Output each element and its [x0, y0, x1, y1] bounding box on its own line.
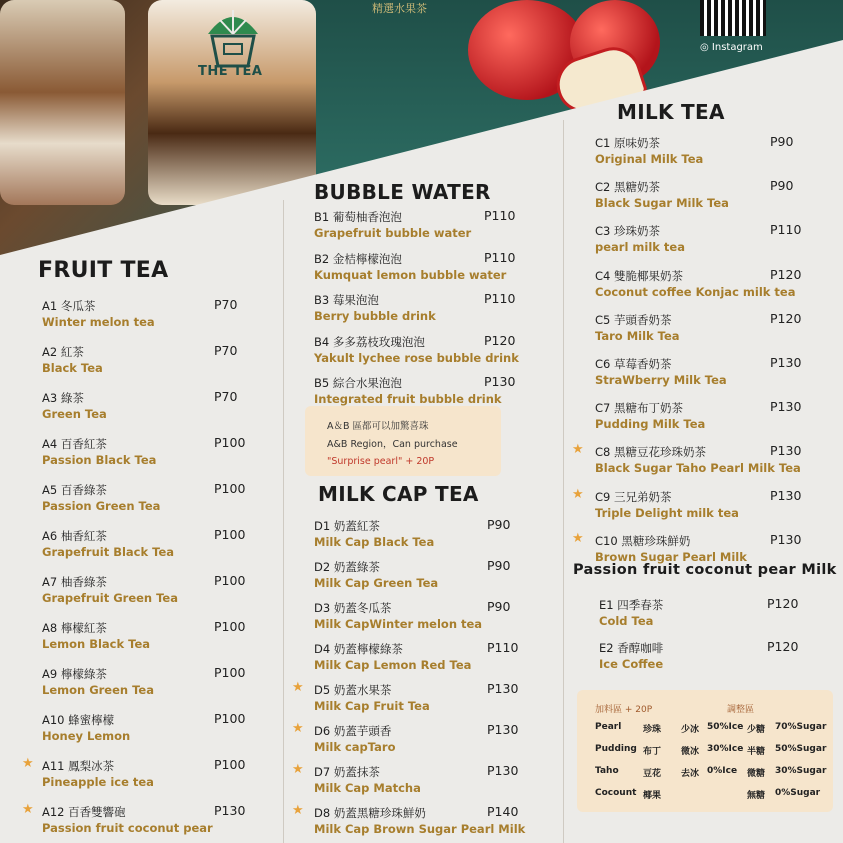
menu-item-name-en: Taro Milk Tea: [595, 328, 680, 343]
sugar-level-value: 50%Sugar: [775, 744, 827, 754]
menu-item-name-cn: A1 冬瓜茶: [42, 299, 96, 313]
column-divider: [283, 200, 284, 843]
menu-item-name-en: Coconut coffee Konjac milk tea: [595, 284, 796, 299]
menu-item-price: P140: [487, 804, 519, 819]
menu-item-name-en: Pineapple ice tea: [42, 775, 154, 789]
menu-item-price: P130: [487, 763, 519, 778]
menu-item: [42, 390, 107, 421]
qr-code-icon[interactable]: [700, 0, 766, 36]
addon-item-en: Cocount: [595, 788, 637, 798]
menu-item-price: P100: [214, 619, 246, 634]
menu-item-price: P110: [487, 640, 519, 655]
menu-item-price: P90: [487, 517, 511, 532]
menu-item-name-cn: A12 百香雙響砲: [42, 805, 126, 819]
menu-item: [314, 641, 471, 672]
menu-item: [595, 533, 747, 564]
menu-item-price: P100: [214, 757, 246, 772]
ice-level-cn: 微冰: [681, 747, 700, 757]
header-tagline: 精選水果茶: [372, 2, 427, 15]
addon-item-cn: 豆花: [643, 769, 662, 779]
section-title-fruit-tea: FRUIT TEA: [38, 258, 169, 283]
menu-item-price: P130: [487, 722, 519, 737]
section-title-milk-cap-tea: MILK CAP TEA: [318, 482, 479, 506]
star-icon: ★: [292, 762, 304, 777]
menu-item-price: P90: [487, 558, 511, 573]
menu-item-price: P130: [770, 531, 802, 547]
ice-level-cn: 少冰: [681, 725, 700, 735]
menu-item-price: P70: [214, 343, 238, 358]
star-icon: ★: [572, 530, 584, 546]
menu-item-name-cn: D2 奶蓋綠茶: [314, 560, 380, 574]
menu-item-price: P120: [767, 639, 799, 654]
menu-item-price: P130: [770, 443, 802, 459]
menu-item-price: P130: [487, 681, 519, 696]
menu-item: [595, 268, 795, 299]
surprise-pearl-note: [305, 406, 501, 476]
menu-item-name-cn: D5 奶蓋水果茶: [314, 683, 392, 697]
menu-item-name-cn: D8 奶蓋黑糖珍珠鮮奶: [314, 806, 426, 820]
menu-item-name-en: Milk Cap Brown Sugar Pearl Milk: [314, 822, 526, 836]
addon-panel: [577, 690, 833, 812]
menu-item-name-en: Cold Tea: [599, 614, 654, 628]
menu-item-price: P120: [770, 266, 802, 282]
menu-item-name-cn: D1 奶蓋紅茶: [314, 519, 380, 533]
menu-item-name-cn: C1 原味奶茶: [595, 136, 661, 150]
menu-item-name-cn: B2 金桔檸檬泡泡: [314, 251, 402, 266]
sugar-level-value: 70%Sugar: [775, 722, 827, 732]
menu-item-name-en: Milk CapWinter melon tea: [314, 617, 483, 631]
ice-level-value: 30%Ice: [707, 744, 744, 754]
menu-item-name-cn: A7 柚香綠茶: [42, 575, 107, 589]
menu-item-name-en: Black Sugar Taho Pearl Milk Tea: [595, 461, 801, 476]
menu-item-name-cn: B3 莓果泡泡: [314, 293, 379, 307]
menu-item-price: P70: [214, 297, 238, 312]
menu-item-price: P70: [214, 389, 238, 404]
menu-item-name-en: Pudding Milk Tea: [595, 417, 706, 432]
menu-item: [42, 528, 174, 559]
menu-item: [595, 356, 727, 387]
menu-item-name-cn: B4 多多荔枝玫瑰泡泡: [314, 334, 425, 349]
star-icon: ★: [292, 721, 304, 736]
addon-item-en: Pearl: [595, 722, 622, 732]
menu-item-name-en: Winter melon tea: [42, 315, 155, 329]
menu-item-name-cn: C7 黑糖布丁奶茶: [595, 401, 684, 416]
adjust-header: 調整區: [727, 705, 755, 715]
sugar-level-cn: 無糖: [747, 791, 766, 801]
menu-item-price: P120: [767, 596, 799, 611]
section-title-milk-tea: MILK TEA: [617, 100, 725, 124]
menu-item-name-en: Milk Cap Green Tea: [314, 576, 439, 590]
menu-item-name-cn: C2 黑糖奶茶: [595, 180, 661, 195]
menu-item-name-cn: C4 雙脆椰果奶茶: [595, 268, 684, 283]
menu-item: [595, 179, 729, 210]
sugar-level-cn: 半糖: [747, 747, 766, 757]
menu-item: [314, 600, 482, 631]
menu-item-name-cn: A3 綠茶: [42, 391, 84, 405]
menu-item-price: P110: [770, 222, 802, 238]
menu-item: [595, 312, 680, 343]
menu-item-name-en: Passion Green Tea: [42, 499, 161, 513]
menu-item: [42, 574, 178, 605]
note-highlight: "Surprise pearl" + 20P: [327, 456, 435, 467]
sugar-level-cn: 微糖: [747, 769, 766, 779]
menu-item: [42, 666, 154, 697]
menu-item-name-en: Integrated fruit bubble drink: [314, 392, 502, 406]
instagram-label[interactable]: ◎ Instagram: [700, 42, 763, 53]
menu-item: [595, 489, 739, 520]
menu-item-name-en: Black Sugar Milk Tea: [595, 196, 729, 211]
menu-item: [42, 758, 154, 789]
menu-item-name-cn: A11 鳳梨冰茶: [42, 759, 115, 773]
menu-item-name-en: Brown Sugar Pearl Milk: [595, 549, 747, 564]
menu-item-price: P100: [214, 573, 246, 588]
menu-item-name-cn: A9 檸檬綠茶: [42, 667, 107, 681]
menu-item-name-cn: C9 三兄弟奶茶: [595, 489, 672, 504]
menu-item-name-cn: C6 草莓香奶茶: [595, 357, 672, 371]
menu-item-name-en: Black Tea: [42, 361, 103, 375]
section-title-passion: Passion fruit coconut pear Milk: [573, 562, 837, 578]
menu-item-name-en: Triple Delight milk tea: [595, 505, 739, 520]
sugar-level-cn: 少糖: [747, 725, 766, 735]
menu-item: [314, 209, 471, 240]
menu-item-name-en: Passion Black Tea: [42, 453, 157, 467]
menu-item: [314, 723, 395, 754]
menu-item-name-en: Grapefruit Black Tea: [42, 545, 175, 559]
menu-item-price: P90: [487, 599, 511, 614]
menu-item-name-en: Kumquat lemon bubble water: [314, 267, 507, 282]
menu-item-price: P100: [214, 665, 246, 680]
note-line: A&B Region，Can purchase: [327, 439, 458, 450]
star-icon: ★: [572, 442, 584, 458]
menu-item-name-cn: A5 百香綠茶: [42, 483, 107, 497]
menu-item-name-en: Ice Coffee: [599, 657, 664, 671]
column-divider: [563, 120, 564, 843]
menu-item: [42, 712, 130, 743]
menu-item: [314, 251, 506, 282]
menu-item-name-en: Grapefruit bubble water: [314, 226, 472, 240]
menu-item-name-en: Passion fruit coconut pear: [42, 821, 213, 835]
menu-item-price: P100: [214, 435, 246, 450]
menu-item-price: P100: [214, 711, 246, 726]
addon-item-cn: 珍珠: [643, 725, 662, 735]
menu-item-price: P130: [770, 487, 802, 503]
menu-item-name-cn: C5 芋頭香奶茶: [595, 312, 672, 327]
menu-item: [314, 764, 421, 795]
menu-item-name-en: Milk Cap Lemon Red Tea: [314, 658, 472, 672]
addon-item-cn: 椰果: [643, 791, 662, 801]
menu-item-name-en: Milk Cap Fruit Tea: [314, 699, 430, 713]
menu-item-name-cn: A10 蜂蜜檸檬: [42, 713, 115, 727]
menu-item: [314, 375, 502, 406]
menu-item-name-en: Green Tea: [42, 407, 107, 421]
menu-item-name-en: Milk capTaro: [314, 740, 396, 754]
menu-item-price: P90: [770, 134, 794, 149]
menu-item-name-en: Honey Lemon: [42, 729, 131, 743]
menu-item-name-en: Yakult lychee rose bubble drink: [314, 350, 519, 365]
menu-item-name-cn: B5 綜合水果泡泡: [314, 376, 402, 390]
menu-item-name-cn: A6 柚香紅茶: [42, 529, 107, 543]
instagram-icon: ◎: [700, 42, 712, 53]
menu-item-price: P90: [770, 178, 794, 194]
menu-item-name-en: Original Milk Tea: [595, 152, 704, 166]
addon-header: 加料區 + 20P: [595, 705, 653, 715]
menu-item-name-en: Milk Cap Black Tea: [314, 535, 435, 549]
menu-item-name-cn: A2 紅茶: [42, 345, 84, 359]
section-title-bubble-water: BUBBLE WATER: [314, 180, 491, 204]
menu-item: [314, 682, 430, 713]
menu-item-price: P100: [214, 481, 246, 496]
sugar-level-value: 30%Sugar: [775, 766, 827, 776]
menu-item-price: P130: [770, 355, 802, 370]
menu-item: [595, 223, 685, 254]
menu-item-price: P100: [214, 527, 246, 542]
menu-item-name-en: Milk Cap Matcha: [314, 781, 421, 795]
menu-item-name-en: pearl milk tea: [595, 240, 685, 255]
menu-item: [595, 135, 703, 166]
menu-item: [314, 559, 438, 590]
menu-item: [42, 620, 150, 651]
note-line: A＆B 區都可以加驚喜珠: [327, 421, 429, 432]
star-icon: ★: [22, 802, 34, 817]
menu-item: [42, 482, 160, 513]
menu-item-price: P110: [484, 249, 516, 265]
menu-item-name-cn: E1 四季春茶: [599, 598, 664, 612]
menu-item-name-cn: A4 百香紅茶: [42, 437, 107, 451]
menu-item-name-cn: D3 奶蓋冬瓜茶: [314, 601, 392, 615]
menu-item: [599, 640, 663, 671]
menu-item-name-cn: C3 珍珠奶茶: [595, 224, 661, 239]
addon-item-en: Pudding: [595, 744, 637, 754]
menu-item-name-en: StraWberry Milk Tea: [595, 373, 727, 387]
menu-item: [42, 344, 103, 375]
menu-item-price: P110: [484, 208, 516, 223]
menu-item: [595, 400, 705, 431]
ice-level-cn: 去冰: [681, 769, 700, 779]
menu-item-price: P110: [484, 291, 516, 306]
menu-item-name-cn: B1 葡萄柚香泡泡: [314, 210, 402, 224]
ice-level-value: 0%Ice: [707, 766, 738, 776]
star-icon: ★: [22, 756, 34, 771]
menu-item: [599, 597, 663, 628]
addon-item-cn: 布丁: [643, 747, 662, 757]
menu-item: [42, 298, 155, 329]
menu-item: [314, 292, 436, 323]
star-icon: ★: [572, 486, 584, 502]
menu-item-name-cn: C8 黑糖豆花珍珠奶茶: [595, 445, 707, 460]
menu-item-name-cn: C10 黑糖珍珠鮮奶: [595, 533, 691, 548]
menu-item: [42, 436, 156, 467]
menu-item-price: P130: [770, 399, 802, 415]
star-icon: ★: [292, 680, 304, 695]
menu-item-name-en: Grapefruit Green Tea: [42, 591, 178, 605]
menu-item-price: P130: [484, 374, 516, 389]
sugar-level-value: 0%Sugar: [775, 788, 821, 798]
menu-item-name-en: Berry bubble drink: [314, 309, 436, 323]
menu-item: [42, 804, 213, 835]
menu-item-name-cn: D4 奶蓋檸檬綠茶: [314, 642, 403, 656]
menu-item-name-cn: D7 奶蓋抹茶: [314, 765, 380, 779]
menu-item-name-en: Lemon Green Tea: [42, 683, 154, 697]
brand-name: THE TEA: [198, 64, 263, 79]
menu-item-name-cn: D6 奶蓋芋頭香: [314, 724, 392, 738]
menu-item-name-cn: A8 檸檬紅茶: [42, 621, 107, 635]
menu-item-name-cn: E2 香醇咖啡: [599, 641, 664, 655]
star-icon: ★: [292, 803, 304, 818]
addon-item-en: Taho: [595, 766, 619, 776]
ice-level-value: 50%Ice: [707, 722, 744, 732]
menu-item-name-en: Lemon Black Tea: [42, 637, 151, 651]
menu-item: [314, 518, 434, 549]
menu-item-price: P120: [770, 310, 802, 326]
drink-cup-image: [0, 0, 125, 205]
menu-item-price: P130: [214, 803, 246, 818]
menu-item-price: P120: [484, 332, 516, 348]
